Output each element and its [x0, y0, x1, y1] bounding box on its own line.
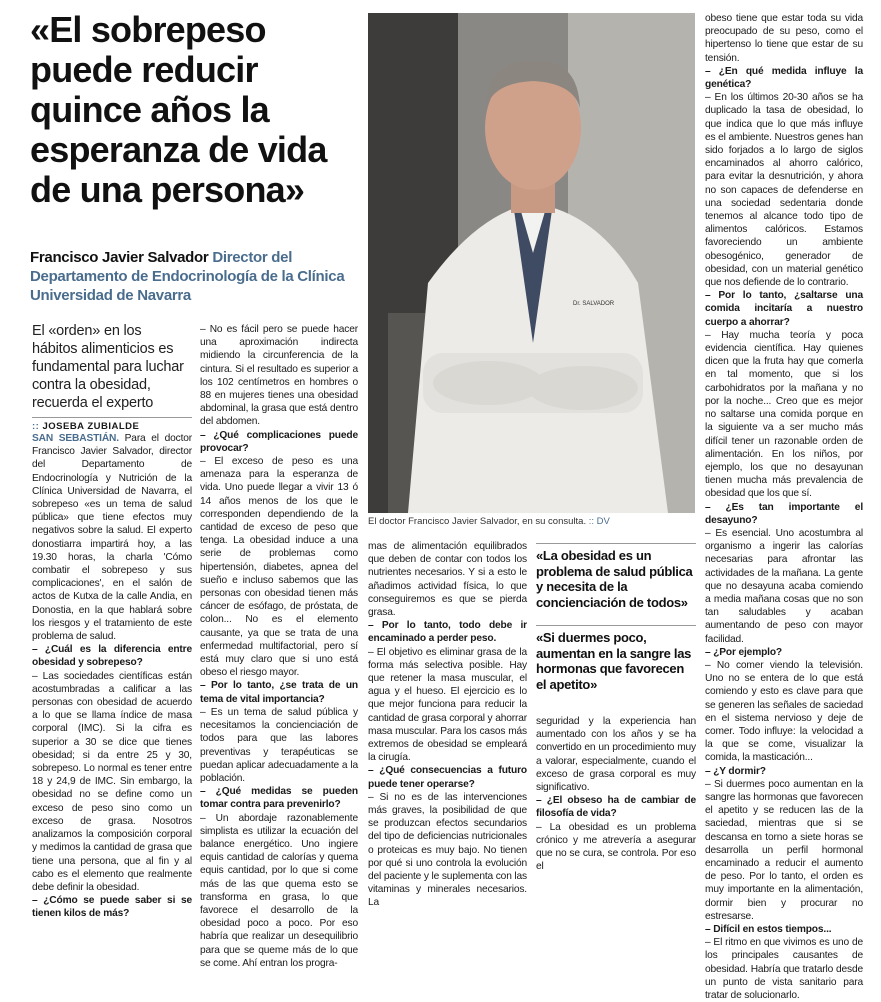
- headline: «El sobrepeso puede reducir quince años la esperanza de vida de una persona»: [30, 9, 327, 210]
- pull-quote-rule: [536, 543, 696, 544]
- paragraph: – El ritmo en que vivimos es uno de los principales causantes de obesidad. Habría que tratarlo desde un punto de vista sanitario para tratar de solucionarlo.: [705, 937, 863, 1002]
- paragraph: obeso tiene que estar toda su vida preocupado de su peso, como el hipertenso lo tiene que estar de su tensión.: [705, 13, 863, 64]
- paragraph: – Es esencial. Uno acostumbra al organismo a ingerir las calorías necesarias para afrontar las actividades de la mañana. La gente que no desayuna acaba comiendo a media mañana cosas que no son tan saludables y acaban aumentando de peso con mayor facilidad.: [705, 527, 863, 645]
- question: – ¿Cómo se puede saber si se tienen kilos de más?: [32, 895, 192, 920]
- question: – Por lo tanto, ¿saltarse una comida incitaría a nuestro cuerpo a ahorrar?: [705, 290, 863, 328]
- pull-quote-rule: [536, 625, 696, 626]
- dateline: SAN SEBASTIÁN.: [32, 433, 119, 444]
- question: – ¿Qué consecuencias a futuro puede tener operarse?: [368, 765, 527, 790]
- paragraph: – El exceso de peso es una amenaza para la esperanza de vida. Uno puede llegar a vivir 13 ó 14 años menos de los que le corresponden dependiendo de la cantidad de exceso de peso que tenga. La obesidad induce a una serie de problemas como hipertensión, diabetes, apnea del sueño e incluso sabemos que las personas con obesidad tienen más cáncer de esófago, de próstata, de colon... No es el elemento causante, ya que se trata de una enfermedad multifactorial, pero sí está muy claro que si uno está obeso el riesgo mayor.: [200, 456, 358, 679]
- question: – ¿Qué medidas se pueden tomar contra para prevenirlo?: [200, 786, 358, 811]
- article-column-5: [705, 12, 863, 1002]
- pull-quote-2: «Si duermes poco, aumentan en la sangre las hormonas que favorecen el apetito»: [536, 630, 692, 692]
- question: – ¿Qué complicaciones puede provocar?: [200, 429, 358, 454]
- question: – Por lo tanto, ¿se trata de un tema de vital importancia?: [200, 680, 358, 705]
- coat-label: Dr. SALVADOR: [573, 301, 615, 307]
- question: – ¿Y dormir?: [705, 765, 766, 777]
- byline-name: Francisco Javier Salvador: [30, 249, 209, 266]
- pull-quote-1: «La obesidad es un problema de salud pública y necesita de la concienciación de todos»: [536, 548, 693, 610]
- question: – ¿Por ejemplo?: [705, 646, 783, 658]
- article-column-1: [32, 432, 192, 921]
- article-column-3: [368, 540, 527, 910]
- author-name: JOSEBA ZUBIALDE: [42, 421, 140, 432]
- author-marker: ::: [32, 421, 40, 432]
- standfirst: El «orden» en los hábitos alimenticios es fundamental para luchar contra la obesidad, recuerda el experto: [32, 323, 184, 411]
- paragraph: – Un abordaje razonablemente simplista es utilizar la ecuación del balance energético. Uno ingiere equis cantidad de calorías y quema equis cantidad, por lo que si come más de las que quema esto se transforma en grasa, lo que favorece el desarrollo de la obesidad poco a poco. Por eso habría que realizar un desequilibrio para que se queme más de lo que se come. Ahí entran los progra-: [200, 812, 358, 969]
- photo-caption: [368, 516, 695, 527]
- doctor-photo-illustration: [368, 13, 695, 513]
- question: – ¿El obseso ha de cambiar de filosofía de vida?: [536, 795, 696, 820]
- question: – ¿Es tan importante el desayuno?: [705, 501, 863, 526]
- paragraph: seguridad y la experiencia han aumentado con los años y se ha convertido en un procedimiento muy a valorar, especialmente, cuando el exceso de grasa corporal es muy significativo.: [536, 716, 696, 794]
- article-column-4: [536, 715, 696, 873]
- paragraph: – Las sociedades científicas están acostumbradas a calificar a las personas con obesidad de acuerdo a lo que se llama índice de masa corporal (IMC). Si la cifra es superior a 30 se dice que tienes obesidad; si da entre 25 y 30, sobrepeso. Lo normal es tener entre 18 y 24,9 de IMC. Sin embargo, la obesidad no se define como un exceso de peso sino como un exceso de grasa. Nosotros analizamos la composición corporal y medimos la cantidad de grasa que tiene una persona, que al fin y al cabo es el elemento que realmente debe definir la obesidad.: [32, 670, 192, 893]
- paragraph: – No comer viendo la televisión. Uno no se entera de lo que está comiendo y esto es clave para que se generen las señales de saciedad en el sistema nervioso y deje de comer. Todo influye: la velocidad a la que se come, visualizar la comida, la masticación...: [705, 659, 863, 764]
- paragraph: mas de alimentación equilibrados que deben de contar con todos los nutrientes necesarios. Y si a esto le añadimos actividad física, lo que conseguiremos es que se pierda grasa.: [368, 541, 527, 619]
- paragraph: – La obesidad es un problema crónico y me atrevería a asegurar que no se cura, se controla. Por eso el: [536, 821, 696, 873]
- byline-role: Director del Departamento de Endocrinología de la Clínica Universidad de Navarra: [30, 249, 345, 304]
- question: – Difícil en estos tiempos...: [705, 924, 832, 936]
- question: – ¿Cuál es la diferencia entre obesidad y sobrepeso?: [32, 644, 192, 669]
- paragraph: – El objetivo es eliminar grasa de la forma más selectiva posible. Hay que retener la masa muscular, el agua y el hueso. El ejercicio es lo que mejor funciona para reducir la cantidad de grasa corporal y ahorrar masa muscular. Para los casos más extremos de obesidad se empleará la cirugía.: [368, 646, 527, 764]
- question: – Por lo tanto, todo debe ir encaminado a perder peso.: [368, 620, 527, 645]
- paragraph: Para el doctor Francisco Javier Salvador, director del Departamento de Endocrinología y Nutrición de la Clínica Universidad de Navarra, el sobrepeso «es un tema de salud pública» que tiene efectos muy negativos sobre la salud. El experto donostiarra impartirá hoy, a las 19.30 horas, la charla 'Cómo combatir el sobrepeso y sus complicaciones', en el salón de actos de Kutxa de la calle Andia, en Donostia, en la que hablará sobre los riesgos y el tratamiento de este problema de salud.: [32, 433, 193, 643]
- doctor-photo: [368, 13, 695, 513]
- paragraph: – No es fácil pero se puede hacer una aproximación indirecta midiendo la circunferencia de la cintura. Si el resultado es superior a los 102 centímetros en hombres o 88 en mujeres tienes una obesidad abdominal, la grasa que está dentro del abdomen.: [200, 324, 358, 428]
- question: – ¿En qué medida influye la genética?: [705, 65, 863, 91]
- paragraph: – Si duermes poco aumentan en la sangre las hormonas que favorecen el apetito y se reducen las de la saciedad, mientras que si se descansa en torno a siete horas se desarrolla un perfil hormonal encaminado a reducir el aumento de peso. Por lo tanto, el orden es muy importante en la alimentación, dormir bien y procurar no estresarse.: [705, 778, 863, 922]
- author-credit: [32, 417, 192, 432]
- photo-credit: :: DV: [588, 516, 610, 527]
- byline: [30, 248, 365, 305]
- paragraph: – Es un tema de salud pública y necesitamos la concienciación de todos para que las labores preventivas y terapéuticas se puedan aplicar adecuadamente a la población.: [200, 706, 358, 784]
- paragraph: – Si no es de las intervenciones más graves, la posibilidad de que se produzcan efectos secundarios del tipo de deficiencias nutricionales o proteicas es muy bajo. No tienen por qué si uno controla la evolución del paciente y le suplementa con las vitaminas y minerales necesarios. La: [368, 791, 527, 909]
- paragraph: – Hay mucha teoría y poca evidencia científica. Hay quienes dicen que la fruta hay que comerla en tal momento, que si los carbohidratos por la mañana y no por la noche... Creo que es mejor no saltarse una comida porque en la siguiente va a ser mucho más difícil tener un razonable orden de alimentación. En los niños, por ejemplo, los que no desayunan tienen mucha más prevalencia de obesidad que los que sí.: [705, 329, 863, 500]
- caption-text: El doctor Francisco Javier Salvador, en su consulta.: [368, 516, 587, 527]
- paragraph: – En los últimos 20-30 años se ha duplicado la tasa de obesidad, lo que indica que lo que más influye es el ambiente. Nuestros genes han sido forjados a lo largo de siglos encaminados al ahorro calórico, para evitar la desnutrición, y ahora no son capaces de defenderse en una sociedad sedentaria donde tenemos al alcance todo tipo de alimentos calóricos. Estamos favoreciendo un ambiente obesogénico, generador de obesidad, con un material genético que nos defiende de lo contrario.: [705, 92, 863, 289]
